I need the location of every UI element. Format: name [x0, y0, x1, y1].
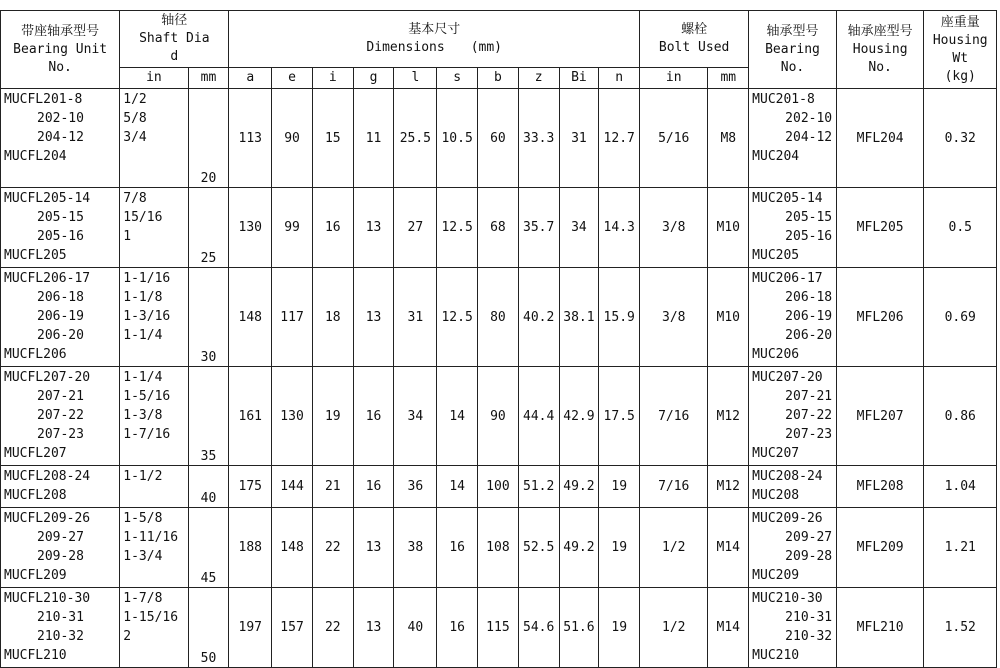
housing-no-header: 轴承座型号 Housing No. [836, 11, 924, 89]
shaft-inch-cell: 1-7/8 1-15/16 2 [120, 588, 188, 668]
sub-header-bolt-mm: mm [708, 68, 749, 89]
dim-l-cell: 34 [394, 367, 437, 466]
bolt-header: 螺栓 Bolt Used [640, 11, 749, 68]
bearing-no-cell: MUC209-26 209-27 209-28 MUC209 [749, 508, 837, 588]
dim-z-cell: 35.7 [518, 188, 559, 268]
bearing-no-cell: MUC207-20 207-21 207-22 207-23 MUC207 [749, 367, 837, 466]
dim-e-cell: 130 [272, 367, 313, 466]
sub-header-bi: Bi [559, 68, 599, 89]
bearing-spec-table [0, 10, 997, 668]
dim-bi-cell: 51.6 [559, 588, 599, 668]
shaft-inch-cell: 7/8 15/16 1 [120, 188, 188, 268]
shaft-mm-cell: 25 [188, 188, 229, 268]
dim-s-cell: 12.5 [437, 268, 478, 367]
dim-s-cell: 12.5 [437, 188, 478, 268]
bolt-in-cell: 5/16 [640, 89, 708, 188]
dim-s-cell: 16 [437, 588, 478, 668]
sub-header-e: e [272, 68, 313, 89]
shaft-inch-cell: 1-1/2 [120, 466, 188, 508]
dim-a-cell: 161 [229, 367, 272, 466]
dim-n-cell: 19 [599, 588, 640, 668]
dim-n-cell: 12.7 [599, 89, 640, 188]
bolt-mm-cell: M14 [708, 508, 749, 588]
housing-no-cell: MFL206 [836, 268, 924, 367]
dim-z-cell: 52.5 [518, 508, 559, 588]
dim-b-cell: 115 [478, 588, 519, 668]
bearing-unit-cell: MUCFL208-24 MUCFL208 [1, 466, 120, 508]
sub-header-s: s [437, 68, 478, 89]
dim-z-cell: 54.6 [518, 588, 559, 668]
bearing-no-cell: MUC201-8 202-10 204-12 MUC204 [749, 89, 837, 188]
sub-header-a: a [229, 68, 272, 89]
dim-a-cell: 188 [229, 508, 272, 588]
dim-l-cell: 40 [394, 588, 437, 668]
dim-n-cell: 14.3 [599, 188, 640, 268]
dim-b-cell: 60 [478, 89, 519, 188]
table-row [1, 367, 997, 466]
housing-weight-cell: 0.86 [924, 367, 997, 466]
dim-a-cell: 113 [229, 89, 272, 188]
spec-table-container [0, 10, 1000, 668]
dim-i-cell: 22 [312, 588, 353, 668]
dim-e-cell: 99 [272, 188, 313, 268]
shaft-mm-cell: 50 [188, 588, 229, 668]
bolt-in-cell: 3/8 [640, 268, 708, 367]
dim-e-cell: 117 [272, 268, 313, 367]
dim-g-cell: 16 [353, 367, 394, 466]
shaft-inch-cell: 1/2 5/8 3/4 [120, 89, 188, 188]
dim-s-cell: 14 [437, 466, 478, 508]
dim-bi-cell: 49.2 [559, 466, 599, 508]
dim-i-cell: 18 [312, 268, 353, 367]
shaft-mm-cell: 35 [188, 367, 229, 466]
bearing-no-cell: MUC205-14 205-15 205-16 MUC205 [749, 188, 837, 268]
shaft-mm-cell: 20 [188, 89, 229, 188]
shaft-mm-cell: 45 [188, 508, 229, 588]
bolt-mm-cell: M12 [708, 466, 749, 508]
housing-no-cell: MFL208 [836, 466, 924, 508]
bearing-unit-cell: MUCFL205-14 205-15 205-16 MUCFL205 [1, 188, 120, 268]
sub-header-i: i [312, 68, 353, 89]
dim-i-cell: 19 [312, 367, 353, 466]
sub-header-g: g [353, 68, 394, 89]
dim-z-cell: 51.2 [518, 466, 559, 508]
dim-b-cell: 108 [478, 508, 519, 588]
bearing-no-cell: MUC206-17 206-18 206-19 206-20 MUC206 [749, 268, 837, 367]
bearing-no-cell: MUC208-24 MUC208 [749, 466, 837, 508]
bearing-unit-cell: MUCFL209-26 209-27 209-28 MUCFL209 [1, 508, 120, 588]
dim-b-cell: 90 [478, 367, 519, 466]
dim-z-cell: 40.2 [518, 268, 559, 367]
dim-l-cell: 31 [394, 268, 437, 367]
shaft-dia-header: 轴径 Shaft Dia d [120, 11, 229, 68]
sub-header-n: n [599, 68, 640, 89]
housing-weight-cell: 0.32 [924, 89, 997, 188]
dim-b-cell: 80 [478, 268, 519, 367]
bearing-unit-header: 带座轴承型号 Bearing Unit No. [1, 11, 120, 89]
dim-n-cell: 19 [599, 508, 640, 588]
shaft-mm-cell: 40 [188, 466, 229, 508]
sub-header-in: in [120, 68, 188, 89]
housing-no-cell: MFL210 [836, 588, 924, 668]
table-row [1, 89, 997, 188]
dim-g-cell: 16 [353, 466, 394, 508]
bearing-no-header: 轴承型号 Bearing No. [749, 11, 837, 89]
housing-weight-cell: 1.21 [924, 508, 997, 588]
dim-b-cell: 100 [478, 466, 519, 508]
dim-i-cell: 21 [312, 466, 353, 508]
dim-a-cell: 175 [229, 466, 272, 508]
dim-bi-cell: 42.9 [559, 367, 599, 466]
housing-no-cell: MFL205 [836, 188, 924, 268]
bearing-unit-cell: MUCFL207-20 207-21 207-22 207-23 MUCFL207 [1, 367, 120, 466]
bearing-unit-cell: MUCFL201-8 202-10 204-12 MUCFL204 [1, 89, 120, 188]
dim-a-cell: 130 [229, 188, 272, 268]
dim-z-cell: 33.3 [518, 89, 559, 188]
bolt-in-cell: 7/16 [640, 367, 708, 466]
table-row [1, 588, 997, 668]
shaft-mm-cell: 30 [188, 268, 229, 367]
sub-header-l: l [394, 68, 437, 89]
bolt-mm-cell: M10 [708, 188, 749, 268]
table-row [1, 508, 997, 588]
sub-header-bolt-in: in [640, 68, 708, 89]
housing-weight-cell: 0.69 [924, 268, 997, 367]
table-row [1, 188, 997, 268]
dim-a-cell: 197 [229, 588, 272, 668]
dim-bi-cell: 31 [559, 89, 599, 188]
dim-g-cell: 13 [353, 268, 394, 367]
dim-g-cell: 13 [353, 508, 394, 588]
bolt-mm-cell: M10 [708, 268, 749, 367]
housing-no-cell: MFL204 [836, 89, 924, 188]
dim-e-cell: 148 [272, 508, 313, 588]
dim-s-cell: 16 [437, 508, 478, 588]
bolt-mm-cell: M8 [708, 89, 749, 188]
table-row [1, 268, 997, 367]
sub-header-b: b [478, 68, 519, 89]
housing-no-cell: MFL207 [836, 367, 924, 466]
housing-weight-header: 座重量 Housing Wt (kg) [924, 11, 997, 89]
dim-i-cell: 16 [312, 188, 353, 268]
dim-l-cell: 38 [394, 508, 437, 588]
housing-weight-cell: 1.04 [924, 466, 997, 508]
dim-e-cell: 157 [272, 588, 313, 668]
bolt-in-cell: 3/8 [640, 188, 708, 268]
bolt-in-cell: 7/16 [640, 466, 708, 508]
dim-l-cell: 25.5 [394, 89, 437, 188]
dim-bi-cell: 34 [559, 188, 599, 268]
dim-b-cell: 68 [478, 188, 519, 268]
dim-n-cell: 19 [599, 466, 640, 508]
bearing-unit-cell: MUCFL206-17 206-18 206-19 206-20 MUCFL206 [1, 268, 120, 367]
dim-g-cell: 13 [353, 588, 394, 668]
dim-bi-cell: 49.2 [559, 508, 599, 588]
dim-e-cell: 144 [272, 466, 313, 508]
bolt-in-cell: 1/2 [640, 588, 708, 668]
housing-weight-cell: 0.5 [924, 188, 997, 268]
bolt-mm-cell: M12 [708, 367, 749, 466]
dim-i-cell: 15 [312, 89, 353, 188]
dim-bi-cell: 38.1 [559, 268, 599, 367]
dim-g-cell: 13 [353, 188, 394, 268]
dim-s-cell: 14 [437, 367, 478, 466]
dimensions-header: 基本尺寸 Dimensions (mm) [229, 11, 640, 68]
dim-s-cell: 10.5 [437, 89, 478, 188]
sub-header-z: z [518, 68, 559, 89]
dim-l-cell: 27 [394, 188, 437, 268]
bolt-in-cell: 1/2 [640, 508, 708, 588]
bolt-mm-cell: M14 [708, 588, 749, 668]
shaft-inch-cell: 1-1/16 1-1/8 1-3/16 1-1/4 [120, 268, 188, 367]
housing-weight-cell: 1.52 [924, 588, 997, 668]
sub-header-mm: mm [188, 68, 229, 89]
dim-z-cell: 44.4 [518, 367, 559, 466]
dim-n-cell: 15.9 [599, 268, 640, 367]
dim-e-cell: 90 [272, 89, 313, 188]
housing-no-cell: MFL209 [836, 508, 924, 588]
shaft-inch-cell: 1-1/4 1-5/16 1-3/8 1-7/16 [120, 367, 188, 466]
dim-a-cell: 148 [229, 268, 272, 367]
dim-g-cell: 11 [353, 89, 394, 188]
bearing-unit-cell: MUCFL210-30 210-31 210-32 MUCFL210 [1, 588, 120, 668]
dim-l-cell: 36 [394, 466, 437, 508]
shaft-inch-cell: 1-5/8 1-11/16 1-3/4 [120, 508, 188, 588]
table-row [1, 466, 997, 508]
bearing-no-cell: MUC210-30 210-31 210-32 MUC210 [749, 588, 837, 668]
dim-n-cell: 17.5 [599, 367, 640, 466]
dim-i-cell: 22 [312, 508, 353, 588]
